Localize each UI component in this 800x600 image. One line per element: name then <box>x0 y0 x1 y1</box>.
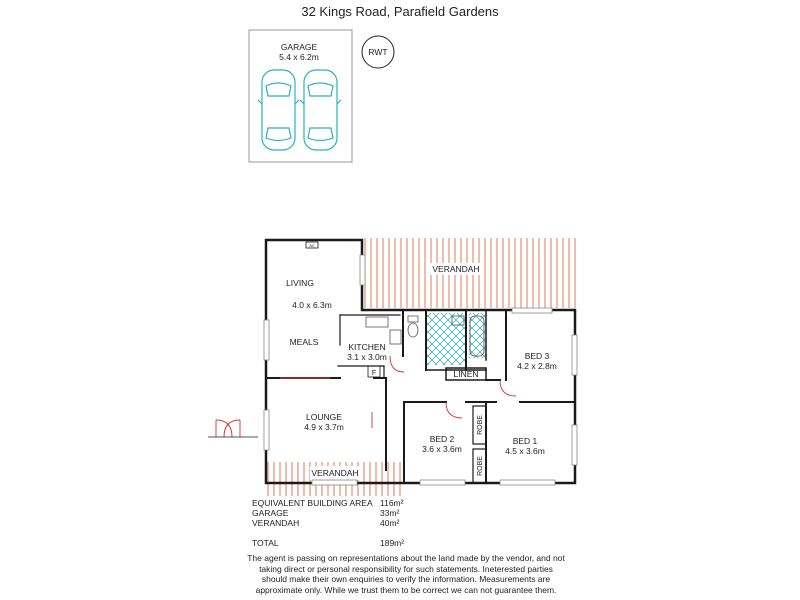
area-value: 116m² <box>380 498 404 508</box>
living-size: 4.0 x 6.3m <box>292 300 332 310</box>
area-row-verandah <box>252 518 404 528</box>
fridge-label: F <box>371 370 377 377</box>
bed1-size: 4.5 x 3.6m <box>505 446 545 456</box>
area-label: GARAGE <box>252 508 289 518</box>
area-value: 33m² <box>380 508 400 518</box>
front-verandah-label: VERANDAH <box>311 468 359 478</box>
page-title: 32 Kings Road, Parafield Gardens <box>301 4 499 19</box>
garage <box>249 30 352 162</box>
rainwater-tank <box>362 36 394 68</box>
rear-verandah <box>365 238 575 308</box>
bed2-label: BED 2 <box>429 434 455 444</box>
bed3-size: 4.2 x 2.8m <box>517 361 557 371</box>
car-icon <box>258 70 299 150</box>
front-verandah <box>268 462 400 496</box>
area-value: 40m² <box>380 518 400 528</box>
area-row-garage <box>252 508 404 518</box>
area-label: EQUIVALENT BUILDING AREA <box>252 498 373 508</box>
car-icon <box>300 70 341 150</box>
garage-size: 5.4 x 6.2m <box>279 52 319 62</box>
kitchen-sink <box>366 317 388 327</box>
disclaimer: The agent is passing on representations about the land made by the vendor, and not taking direct or personal responsibility for such statements. Ineterested parties should make their own enquiries to verify the information. Measurements are approximate only. While we trust them to be correct we can not guarantee them. <box>247 553 565 595</box>
total-label: TOTAL <box>252 538 279 548</box>
area-row-total <box>252 538 404 548</box>
stove <box>390 330 401 344</box>
living-label: LIVING <box>286 278 314 288</box>
kitchen-size: 3.1 x 3.0m <box>347 352 387 362</box>
area-label: VERANDAH <box>252 518 300 528</box>
rear-verandah-label: VERANDAH <box>432 264 480 274</box>
bathroom-tile <box>426 313 466 365</box>
kitchen-label: KITCHEN <box>348 342 386 352</box>
robe-lower-label: ROBE <box>477 456 484 476</box>
lounge-label: LOUNGE <box>306 412 342 422</box>
toilet-icon <box>408 323 418 337</box>
ac-label: AC <box>309 243 315 248</box>
area-summary <box>252 498 404 548</box>
bed2-size: 3.6 x 3.6m <box>422 444 462 454</box>
bed3-label: BED 3 <box>524 351 550 361</box>
lounge-size: 4.9 x 3.7m <box>304 422 344 432</box>
linen-label: LINEN <box>453 369 479 379</box>
total-value: 189m² <box>380 538 405 548</box>
bed1-label: BED 1 <box>512 436 538 446</box>
robe-upper-label: ROBE <box>477 415 484 435</box>
rwt-label: RWT <box>368 47 388 57</box>
garage-label: GARAGE <box>280 42 318 52</box>
meals-label: MEALS <box>289 337 319 347</box>
area-row-building <box>252 498 404 508</box>
